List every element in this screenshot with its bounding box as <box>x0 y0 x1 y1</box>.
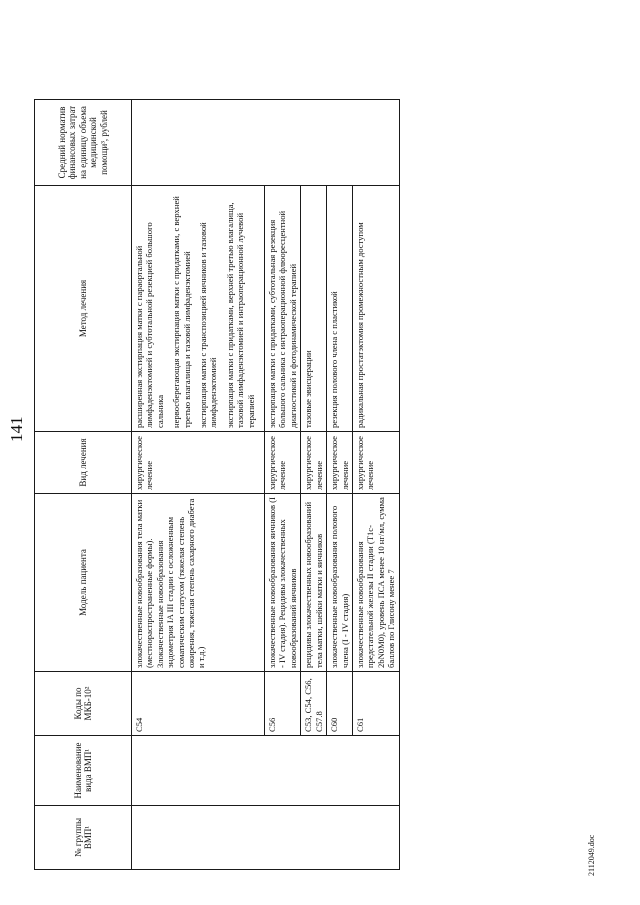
type-cell: хирургическое лечение <box>132 432 265 494</box>
name-cell <box>327 736 353 806</box>
model-cell: злокачественные новообразования предстательной железы II стадии (T1c-2bN0M0), уровень ПСА менее 10 нг/мл, сумма баллов по Глисону менее 7 <box>352 494 399 672</box>
model-cell: злокачественные новообразования полового члена (I - IV стадия) <box>327 494 353 672</box>
footer-filename: 2112049.doc <box>587 834 596 876</box>
cost-cell <box>301 100 327 186</box>
header-model: Модель пациента <box>35 494 132 672</box>
type-cell: хирургическое лечение <box>301 432 327 494</box>
code-cell: C56 <box>265 672 301 736</box>
method-cell: экстирпация матки с придатками, субтотальная резекция большого сальника с интраоперационной флюоресцентной диагностикой и фотодинамической терапией <box>265 186 301 432</box>
cost-cell <box>132 100 265 186</box>
cost-cell <box>265 100 301 186</box>
header-method: Метод лечения <box>35 186 132 432</box>
method-item: расширенная экстирпация матки с параортальной лимфаденэктомией и субтотальной резекцией большого сальника <box>134 222 165 428</box>
code-cell: C61 <box>352 672 399 736</box>
code-cell: C54 <box>132 672 265 736</box>
method-cell: резекция полового члена с пластикой <box>327 186 353 432</box>
group-cell <box>265 806 301 870</box>
table-row <box>301 100 327 870</box>
method-item: нервосберегающая экстирпация матки с придатками, с верхней третью влагалища и тазовой лимфаденэктомией <box>171 196 192 428</box>
group-cell <box>352 806 399 870</box>
page-number: 141 <box>7 416 26 442</box>
name-cell <box>132 736 265 806</box>
model-cell: злокачественные новообразования яичников (I - IV стадия). Рецидивы злокачественных новообразований яичников <box>265 494 301 672</box>
name-cell <box>352 736 399 806</box>
group-cell <box>301 806 327 870</box>
code-cell: C60 <box>327 672 353 736</box>
cost-cell <box>327 100 353 186</box>
type-cell: хирургическое лечение <box>327 432 353 494</box>
header-name: Наименование вида ВМП¹ <box>35 736 132 806</box>
vmp-table <box>34 99 400 870</box>
method-item: экстирпация матки с транспозицией яичников и тазовой лимфаденэктомией <box>198 222 219 428</box>
code-cell: C53, C54, C56, C57.8 <box>301 672 327 736</box>
header-codes: Коды по МКБ-10² <box>35 672 132 736</box>
table-row <box>352 100 399 870</box>
table-row <box>132 100 265 870</box>
model-cell: рецидивы злокачественных новообразований тела матки, шейки матки и яичников <box>301 494 327 672</box>
name-cell <box>301 736 327 806</box>
table-row <box>327 100 353 870</box>
type-cell: хирургическое лечение <box>265 432 301 494</box>
method-cell <box>132 186 265 432</box>
method-item: экстирпация матки с придатками, верхней третью влагалища, тазовой лимфаденэктомией и интраоперационной лучевой терапией <box>224 202 256 428</box>
method-cell: тазовые эвисцерации <box>301 186 327 432</box>
method-cell: радикальная простатэктомия промежностным доступом <box>352 186 399 432</box>
header-cost: Средний норматив финансовых затрат на единицу объема медицинской помощи³, рублей <box>35 100 132 186</box>
group-cell <box>327 806 353 870</box>
rotated-page <box>0 82 600 882</box>
cost-cell <box>352 100 399 186</box>
model-cell: злокачественные новообразования тела матки (местнораспространенные формы). Злокачественные новообразования эндометрия IA III стадии с осложненным соматическим статусом (тяжелая степень ожирения, тяжелая степень сахарного диабета и т.д.) <box>132 494 265 672</box>
header-type: Вид лечения <box>35 432 132 494</box>
group-cell <box>132 806 265 870</box>
header-group: № группы ВМП¹ <box>35 806 132 870</box>
header-row <box>35 100 132 870</box>
type-cell: хирургическое лечение <box>352 432 399 494</box>
name-cell <box>265 736 301 806</box>
table-row <box>265 100 301 870</box>
